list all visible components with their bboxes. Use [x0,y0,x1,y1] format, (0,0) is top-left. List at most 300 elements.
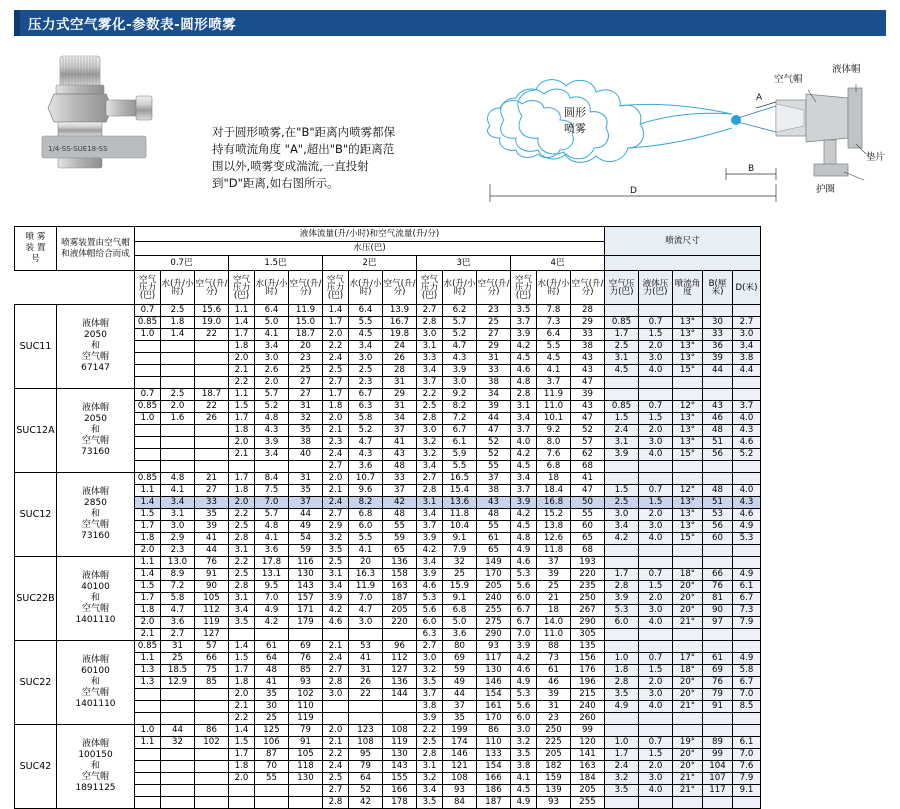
size-cell: 90 [703,605,733,617]
size-cell [639,545,673,557]
flow-cell: 3.6 [255,545,289,557]
flow-cell: 3.4 [323,581,349,593]
flow-cell: 4.6 [511,557,537,569]
flow-cell: 3.6 [443,629,477,641]
flow-cell: 4.8 [511,533,537,545]
flow-cell: 18 [537,473,571,485]
size-cell [733,641,761,653]
label-liquid-cap: 液体帽 [832,64,861,75]
flow-cell: 166 [477,773,511,785]
col-assembly-header [57,227,135,271]
size-cell: 0.85 [605,401,639,413]
size-cell [639,557,673,569]
flow-cell: 1.8 [229,485,255,497]
flow-cell: 23 [477,305,511,317]
flow-cell [255,461,289,473]
flow-cell: 275 [477,617,511,629]
size-cell: 117 [703,785,733,797]
label-gasket: 垫片 [866,152,886,163]
model-cell: SUC22B [15,557,57,641]
size-cell: 76 [703,677,733,689]
flow-cell: 3.4 [161,497,195,509]
flow-cell: 3.4 [417,365,443,377]
flow-cell: 1.5 [229,653,255,665]
flow-cell: 39 [477,401,511,413]
sub-air-1: 空气(升/分) [289,271,323,305]
size-cell: 4.9 [733,521,761,533]
flow-cell: 110 [477,737,511,749]
flow-cell: 4.7 [349,437,383,449]
flow-cell: 7.6 [537,449,571,461]
size-cell: 4.0 [639,701,673,713]
flow-cell: 37 [383,425,417,437]
flow-cell: 2.1 [135,629,161,641]
flow-cell: 4.8 [255,413,289,425]
flow-cell: 102 [195,737,229,749]
pressure-col-1: 1.5巴 [229,256,323,271]
size-cell: 18° [673,569,703,581]
flow-cell: 144 [383,689,417,701]
flow-cell [161,761,195,773]
flow-cell: 1.7 [229,665,255,677]
flow-cell: 176 [571,665,605,677]
flow-cell: 3.9 [511,497,537,509]
size-cell [639,461,673,473]
flow-cell: 2.7 [161,629,195,641]
size-cell [639,797,673,809]
flow-cell: 26 [383,353,417,365]
table-row [15,305,761,317]
flow-cell: 3.7 [511,425,537,437]
flow-cell: 2.0 [135,545,161,557]
flow-cell: 2.9 [161,533,195,545]
page-title-bar [14,10,886,36]
flow-cell: 18.4 [537,485,571,497]
flow-cell: 7.3 [537,317,571,329]
flow-cell [135,461,161,473]
flow-cell: 127 [195,629,229,641]
flow-cell [323,629,349,641]
flow-cell: 76 [289,653,323,665]
size-cell [703,629,733,641]
flow-cell: 2.4 [323,653,349,665]
parameters-table [14,226,761,809]
flow-cell: 2.3 [349,377,383,389]
flow-cell: 154 [477,761,511,773]
size-cell: 69 [703,665,733,677]
flow-cell: 6.4 [349,305,383,317]
size-cell: 3.9 [605,593,639,605]
flow-cell: 25 [161,653,195,665]
flow-cell: 267 [571,605,605,617]
spray-diagram [404,44,886,222]
flow-cell [289,629,323,641]
flow-cell: 33 [477,365,511,377]
flow-cell [161,437,195,449]
flow-cell: 66 [195,653,229,665]
size-cell: 51 [703,437,733,449]
flow-cell: 5.8 [349,413,383,425]
assembly-line: 空气帽 [81,688,109,698]
flow-cell: 0.85 [135,401,161,413]
flow-cell: 1.7 [229,329,255,341]
flow-cell: 255 [477,605,511,617]
flow-cell: 29 [571,317,605,329]
flow-cell: 57 [571,437,605,449]
size-cell [673,305,703,317]
model-cell: SUC11 [15,305,57,389]
flow-cell: 59 [443,665,477,677]
flow-cell: 163 [383,581,417,593]
flow-cell: 79 [289,725,323,737]
size-cell: 7.0 [733,689,761,701]
flow-cell: 5.6 [511,701,537,713]
flow-cell: 2.5 [417,737,443,749]
flow-cell: 34 [383,413,417,425]
flow-cell: 3.2 [417,665,443,677]
size-cell: 21° [673,773,703,785]
flow-cell: 1.7 [135,593,161,605]
flow-cell: 4.8 [255,521,289,533]
flow-cell: 38 [477,377,511,389]
flow-cell: 2.8 [229,581,255,593]
flow-cell: 11.9 [349,581,383,593]
flow-cell: 6.7 [443,425,477,437]
assembly-line: 液体帽 [81,655,109,665]
flow-cell: 2.8 [511,389,537,401]
flow-cell: 4.5 [349,329,383,341]
flow-cell: 3.2 [417,437,443,449]
size-cell: 4.4 [733,365,761,377]
flow-cell: 40 [289,449,323,461]
flow-cell: 1.7 [135,521,161,533]
flow-cell: 16.8 [537,497,571,509]
flow-cell: 59 [383,533,417,545]
size-cell [605,713,639,725]
size-cell [703,725,733,737]
size-cell [703,713,733,725]
flow-cell: 34 [477,389,511,401]
flow-cell: 2.0 [229,437,255,449]
flow-cell: 15.0 [289,317,323,329]
flow-cell: 146 [477,677,511,689]
flow-cell: 11.9 [537,389,571,401]
size-cell [703,557,733,569]
flow-cell: 2.8 [417,749,443,761]
flow-cell: 5.3 [511,569,537,581]
assembly-line: 和 [90,761,100,771]
flow-cell [195,773,229,785]
nozzle-photo [24,52,179,172]
size-cell: 13° [673,509,703,521]
flow-cell: 141 [571,749,605,761]
flow-cell: 62 [571,449,605,461]
flow-cell: 196 [571,677,605,689]
size-cell: 21° [673,701,703,713]
flow-cell [195,701,229,713]
size-cell: 18° [673,665,703,677]
col-pressure-group-header: 水压(巴) [135,242,605,256]
flow-cell: 41 [571,473,605,485]
flow-cell: 2.2 [229,377,255,389]
size-cell: 7.3 [733,605,761,617]
flow-cell: 25 [289,365,323,377]
flow-cell: 1.8 [135,605,161,617]
flow-cell [195,689,229,701]
flow-cell: 3.6 [161,617,195,629]
size-cell [703,461,733,473]
size-cell [673,725,703,737]
flow-cell: 90 [195,581,229,593]
flow-cell: 4.6 [417,581,443,593]
sub-water-1: 水(升/小时) [255,271,289,305]
size-cell [605,641,639,653]
flow-cell: 31 [383,377,417,389]
flow-cell: 2.8 [323,677,349,689]
size-cell: 4.9 [733,569,761,581]
flow-cell: 6.1 [443,437,477,449]
flow-cell: 64 [255,653,289,665]
flow-cell: 43 [571,365,605,377]
flow-cell [229,461,255,473]
flow-cell: 2.5 [229,569,255,581]
flow-cell [161,377,195,389]
flow-cell: 2.1 [323,737,349,749]
flow-cell: 2.0 [323,473,349,485]
col-size-group-header: 喷流尺寸 [605,227,761,256]
flow-cell: 205 [571,785,605,797]
flow-cell [161,773,195,785]
flow-cell: 39 [571,389,605,401]
flow-cell: 13.9 [383,305,417,317]
size-cell: 3.0 [733,329,761,341]
flow-cell: 47 [571,413,605,425]
flow-cell: 49 [289,521,323,533]
flow-cell: 7.0 [349,593,383,605]
flow-cell: 4.2 [511,509,537,521]
spray-label-line1: 圆形 [564,106,586,119]
flow-cell: 18 [537,605,571,617]
flow-cell: 156 [571,653,605,665]
sub-air-4: 空气(升/分) [571,271,605,305]
assembly-line: 液体帽 [81,319,109,329]
flow-cell: 205 [537,749,571,761]
size-cell: 2.7 [733,317,761,329]
size-cell: 4.9 [733,653,761,665]
flow-cell: 290 [477,629,511,641]
flow-cell [229,797,255,809]
flow-cell: 5.0 [443,617,477,629]
flow-cell: 14.0 [537,617,571,629]
size-cell: 4.2 [605,533,639,545]
assembly-line: 液体帽 [81,739,109,749]
flow-cell: 3.1 [323,569,349,581]
flow-cell [161,713,195,725]
flow-cell: 25 [255,713,289,725]
flow-cell: 3.0 [417,329,443,341]
size-cell: 1.5 [639,413,673,425]
size-cell [733,389,761,401]
flow-cell: 7.5 [255,485,289,497]
flow-cell: 255 [571,797,605,809]
flow-cell: 61 [477,533,511,545]
flow-cell: 205 [383,605,417,617]
flow-cell: 2.5 [323,773,349,785]
flow-cell: 85 [289,665,323,677]
flow-cell: 0.85 [135,641,161,653]
flow-cell [195,761,229,773]
size-cell: 56 [703,521,733,533]
flow-cell: 1.8 [229,341,255,353]
flow-cell: 38 [289,437,323,449]
flow-cell: 6.7 [511,605,537,617]
assembly-line: 1891125 [75,783,116,793]
flow-cell: 3.9 [417,713,443,725]
flow-cell: 5.6 [417,605,443,617]
flow-cell: 4.8 [511,377,537,389]
flow-cell: 1.4 [229,641,255,653]
flow-cell: 102 [289,689,323,701]
flow-cell: 130 [289,773,323,785]
flow-cell: 39 [537,689,571,701]
flow-cell: 5.2 [349,425,383,437]
flow-cell: 149 [477,557,511,569]
assembly-line: 和 [90,593,100,603]
flow-cell: 186 [477,785,511,797]
flow-cell: 139 [537,785,571,797]
size-cell: 20° [673,677,703,689]
flow-cell: 20 [349,557,383,569]
flow-cell: 37 [477,473,511,485]
size-cell: 2.0 [639,593,673,605]
flow-cell: 2.9 [323,521,349,533]
flow-cell: 260 [571,713,605,725]
flow-cell: 55 [571,509,605,521]
size-cell: 3.9 [605,449,639,461]
size-cell [673,473,703,485]
flow-cell: 31 [161,641,195,653]
flow-cell: 18.5 [161,665,195,677]
size-cell: 21° [673,785,703,797]
size-cell: 13° [673,425,703,437]
flow-cell: 250 [571,593,605,605]
flow-cell: 25 [443,569,477,581]
flow-cell: 1.1 [135,737,161,749]
flow-cell: 1.8 [229,761,255,773]
size-cell: 4.6 [733,437,761,449]
flow-cell: 19.0 [195,317,229,329]
size-cell: 97 [703,617,733,629]
flow-cell: 1.6 [161,413,195,425]
size-cell: 3.1 [605,437,639,449]
flow-cell: 84 [443,797,477,809]
flow-cell: 4.6 [511,665,537,677]
flow-cell: 15.6 [195,305,229,317]
flow-cell: 42 [383,497,417,509]
flow-cell: 1.7 [323,317,349,329]
flow-cell: 4.6 [323,617,349,629]
flow-cell: 8.2 [349,497,383,509]
flow-cell: 43 [477,497,511,509]
table-header [15,227,761,305]
flow-cell: 37 [443,701,477,713]
sub-air-pressure-3: 空气压力(巴) [417,271,443,305]
size-cell: 1.7 [605,749,639,761]
flow-cell: 35 [255,689,289,701]
size-cell: 5.3 [733,533,761,545]
flow-cell: 250 [537,725,571,737]
flow-cell: 127 [383,665,417,677]
col-model-l1: 喷 雾 [25,232,46,242]
flow-cell: 5.7 [255,509,289,521]
flow-cell: 3.7 [511,317,537,329]
flow-cell: 3.0 [161,521,195,533]
flow-cell: 23 [537,713,571,725]
flow-cell: 26 [349,677,383,689]
size-cell: 5.3 [605,605,639,617]
flow-cell [135,449,161,461]
flow-cell: 41 [383,437,417,449]
assembly-line: 和 [90,425,100,435]
flow-cell: 3.9 [417,569,443,581]
flow-cell: 5.5 [349,317,383,329]
size-cell: 2.0 [639,341,673,353]
flow-cell: 2.5 [161,389,195,401]
size-cell [703,305,733,317]
flow-cell [323,701,349,713]
flow-cell: 8.2 [443,401,477,413]
flow-cell: 43 [571,353,605,365]
flow-cell: 4.5 [511,461,537,473]
size-cell [703,389,733,401]
flow-cell: 31 [383,401,417,413]
size-cell: 3.2 [605,773,639,785]
flow-cell: 143 [383,761,417,773]
flow-cell: 0.85 [135,317,161,329]
flow-cell [135,785,161,797]
flow-cell: 3.9 [511,329,537,341]
size-cell: 91 [703,701,733,713]
flow-cell: 3.1 [229,593,255,605]
flow-cell: 4.1 [537,365,571,377]
flow-cell: 171 [289,605,323,617]
flow-cell: 136 [383,677,417,689]
pressure-col-0: 0.7巴 [135,256,229,271]
flow-cell: 27 [289,377,323,389]
flow-cell [135,797,161,809]
flow-cell: 38 [571,341,605,353]
size-cell [673,377,703,389]
assembly-cell [57,641,135,725]
size-cell: 56 [703,449,733,461]
size-cell [673,713,703,725]
flow-cell: 1.1 [135,485,161,497]
flow-cell: 205 [477,581,511,593]
sub-air-2: 空气(升/分) [383,271,417,305]
size-cell: 2.0 [639,425,673,437]
size-cell: 4.0 [639,449,673,461]
size-cell: 6.7 [733,677,761,689]
size-cell: 4.0 [639,785,673,797]
flow-cell: 48 [383,461,417,473]
flow-cell: 4.5 [511,521,537,533]
flow-cell: 2.7 [323,377,349,389]
flow-cell: 130 [289,569,323,581]
flow-cell: 11.8 [443,509,477,521]
size-cell: 4.5 [605,365,639,377]
assembly-line: 40100 [81,582,110,592]
assembly-line: 2050 [84,414,107,424]
